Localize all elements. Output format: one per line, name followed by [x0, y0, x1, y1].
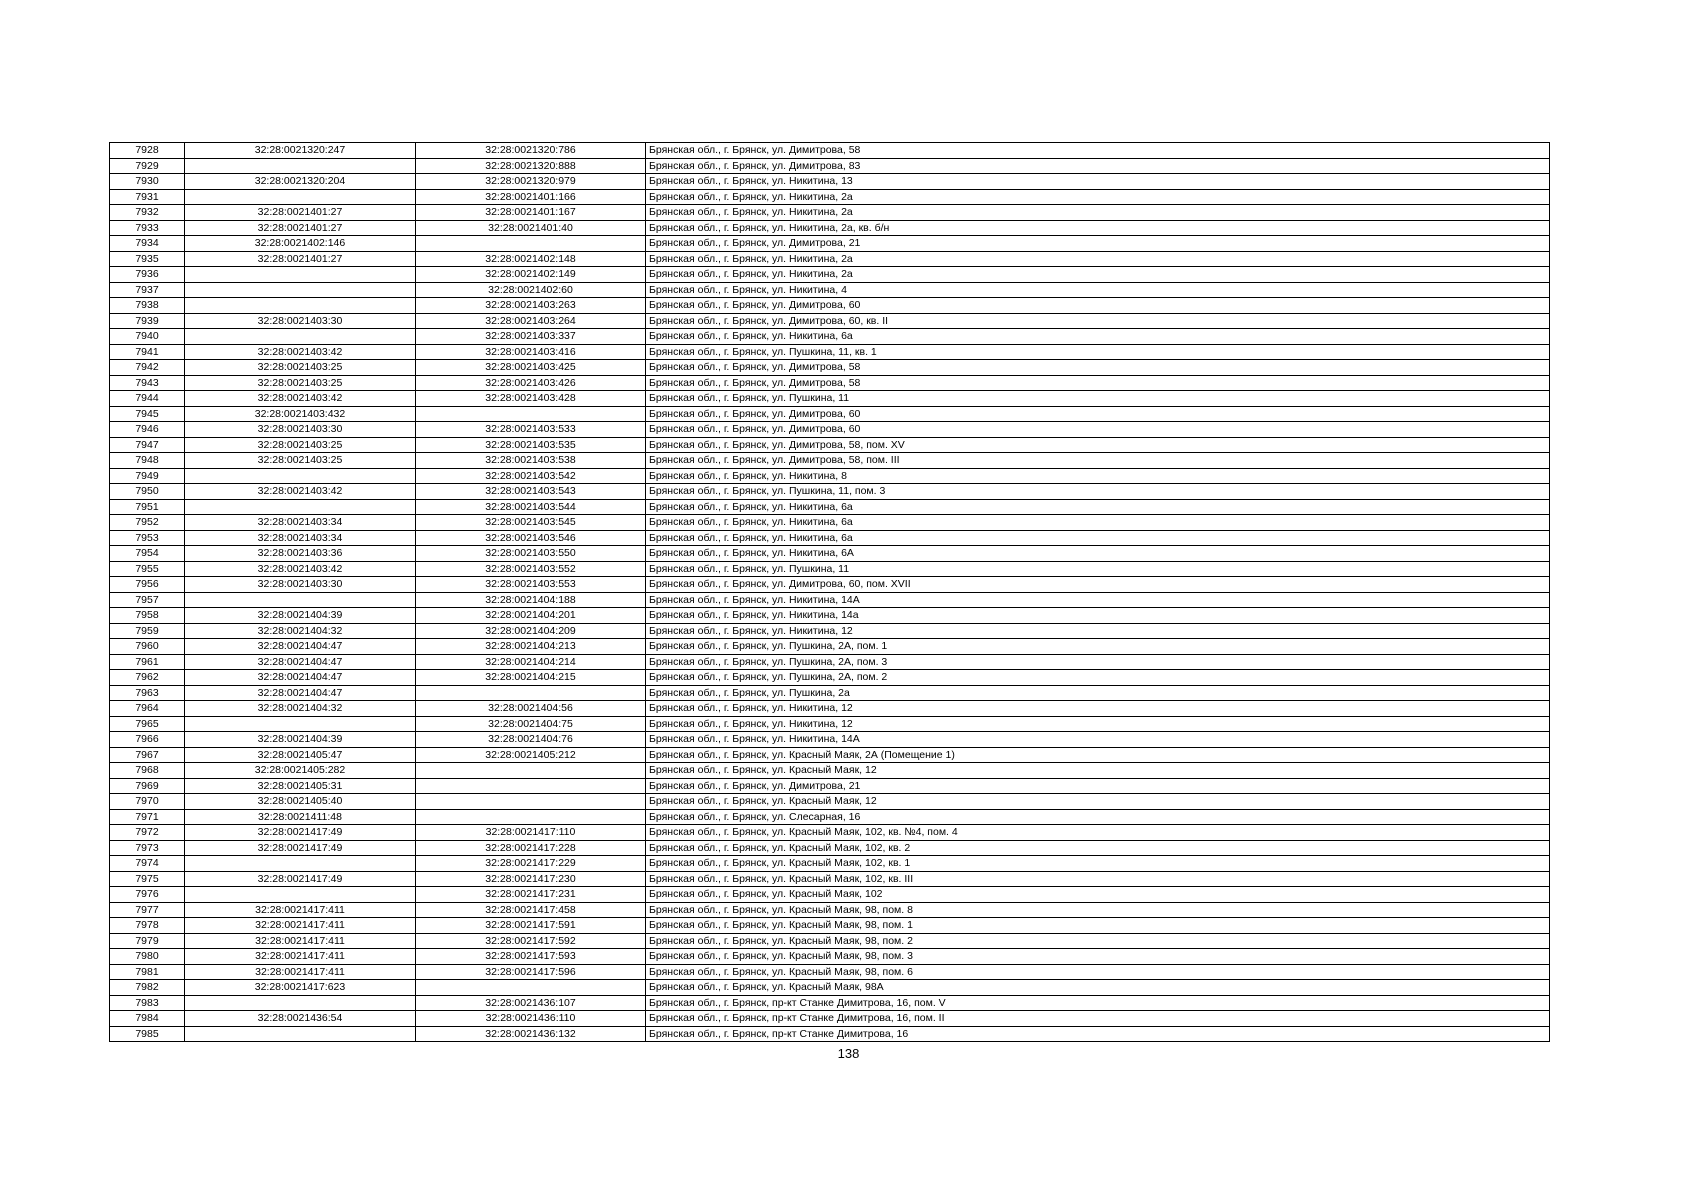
table-row — [110, 298, 1550, 314]
object-number-cell: 32:28:0021403:535 — [416, 437, 646, 453]
table-row — [110, 871, 1550, 887]
address-cell: Брянская обл., г. Брянск, ул. Димитрова, 58 — [646, 143, 1550, 159]
object-number-cell: 32:28:0021403:545 — [416, 515, 646, 531]
address-cell: Брянская обл., г. Брянск, ул. Димитрова, 60, кв. II — [646, 313, 1550, 329]
land-parcel-number-cell — [185, 499, 416, 515]
object-number-cell — [416, 809, 646, 825]
object-number-cell — [416, 406, 646, 422]
object-number-cell: 32:28:0021436:107 — [416, 995, 646, 1011]
land-parcel-number-cell: 32:28:0021404:32 — [185, 701, 416, 717]
address-cell: Брянская обл., г. Брянск, ул. Никитина, 2а, кв. б/н — [646, 220, 1550, 236]
address-cell: Брянская обл., г. Брянск, ул. Пушкина, 2А, пом. 3 — [646, 654, 1550, 670]
address-cell: Брянская обл., г. Брянск, пр-кт Станке Димитрова, 16 — [646, 1026, 1550, 1042]
address-cell: Брянская обл., г. Брянск, ул. Никитина, 12 — [646, 701, 1550, 717]
row-number-cell: 7951 — [110, 499, 185, 515]
registry-table — [109, 142, 1550, 1042]
object-number-cell: 32:28:0021436:110 — [416, 1011, 646, 1027]
land-parcel-number-cell: 32:28:0021403:25 — [185, 375, 416, 391]
address-cell: Брянская обл., г. Брянск, ул. Никитина, 6а — [646, 329, 1550, 345]
table-row — [110, 236, 1550, 252]
object-number-cell — [416, 778, 646, 794]
row-number-cell: 7952 — [110, 515, 185, 531]
address-cell: Брянская обл., г. Брянск, ул. Никитина, 2а — [646, 205, 1550, 221]
address-cell: Брянская обл., г. Брянск, пр-кт Станке Димитрова, 16, пом. II — [646, 1011, 1550, 1027]
table-row — [110, 840, 1550, 856]
row-number-cell: 7985 — [110, 1026, 185, 1042]
address-cell: Брянская обл., г. Брянск, ул. Красный Маяк, 102, кв. III — [646, 871, 1550, 887]
address-cell: Брянская обл., г. Брянск, ул. Димитрова, 21 — [646, 778, 1550, 794]
object-number-cell: 32:28:0021402:60 — [416, 282, 646, 298]
object-number-cell: 32:28:0021402:149 — [416, 267, 646, 283]
address-cell: Брянская обл., г. Брянск, ул. Димитрова, 83 — [646, 158, 1550, 174]
table-row — [110, 887, 1550, 903]
table-row — [110, 499, 1550, 515]
land-parcel-number-cell: 32:28:0021417:411 — [185, 964, 416, 980]
table-row — [110, 592, 1550, 608]
land-parcel-number-cell: 32:28:0021436:54 — [185, 1011, 416, 1027]
land-parcel-number-cell: 32:28:0021417:411 — [185, 949, 416, 965]
object-number-cell: 32:28:0021401:166 — [416, 189, 646, 205]
table-row — [110, 933, 1550, 949]
land-parcel-number-cell: 32:28:0021403:42 — [185, 344, 416, 360]
table-row — [110, 623, 1550, 639]
address-cell: Брянская обл., г. Брянск, ул. Никитина, 2а — [646, 189, 1550, 205]
object-number-cell — [416, 980, 646, 996]
object-number-cell — [416, 763, 646, 779]
address-cell: Брянская обл., г. Брянск, ул. Пушкина, 2А, пом. 1 — [646, 639, 1550, 655]
row-number-cell: 7938 — [110, 298, 185, 314]
land-parcel-number-cell: 32:28:0021403:432 — [185, 406, 416, 422]
land-parcel-number-cell: 32:28:0021403:42 — [185, 484, 416, 500]
table-row — [110, 701, 1550, 717]
table-row — [110, 189, 1550, 205]
row-number-cell: 7928 — [110, 143, 185, 159]
row-number-cell: 7943 — [110, 375, 185, 391]
table-row — [110, 406, 1550, 422]
address-cell: Брянская обл., г. Брянск, ул. Димитрова, 60 — [646, 422, 1550, 438]
land-parcel-number-cell: 32:28:0021403:30 — [185, 577, 416, 593]
address-cell: Брянская обл., г. Брянск, ул. Красный Маяк, 102 — [646, 887, 1550, 903]
address-cell: Брянская обл., г. Брянск, ул. Красный Маяк, 102, кв. 1 — [646, 856, 1550, 872]
land-parcel-number-cell: 32:28:0021411:48 — [185, 809, 416, 825]
object-number-cell: 32:28:0021417:110 — [416, 825, 646, 841]
land-parcel-number-cell: 32:28:0021405:47 — [185, 747, 416, 763]
row-number-cell: 7959 — [110, 623, 185, 639]
row-number-cell: 7962 — [110, 670, 185, 686]
land-parcel-number-cell: 32:28:0021417:411 — [185, 902, 416, 918]
table-row — [110, 375, 1550, 391]
row-number-cell: 7953 — [110, 530, 185, 546]
land-parcel-number-cell: 32:28:0021405:31 — [185, 778, 416, 794]
address-cell: Брянская обл., г. Брянск, ул. Димитрова, 21 — [646, 236, 1550, 252]
object-number-cell: 32:28:0021417:592 — [416, 933, 646, 949]
address-cell: Брянская обл., г. Брянск, ул. Пушкина, 11, пом. 3 — [646, 484, 1550, 500]
object-number-cell: 32:28:0021403:550 — [416, 546, 646, 562]
table-row — [110, 205, 1550, 221]
land-parcel-number-cell: 32:28:0021404:47 — [185, 639, 416, 655]
row-number-cell: 7932 — [110, 205, 185, 221]
object-number-cell: 32:28:0021403:337 — [416, 329, 646, 345]
object-number-cell: 32:28:0021404:214 — [416, 654, 646, 670]
address-cell: Брянская обл., г. Брянск, ул. Пушкина, 2а — [646, 685, 1550, 701]
table-row — [110, 437, 1550, 453]
table-row — [110, 778, 1550, 794]
land-parcel-number-cell: 32:28:0021320:204 — [185, 174, 416, 190]
land-parcel-number-cell: 32:28:0021404:47 — [185, 670, 416, 686]
object-number-cell: 32:28:0021402:148 — [416, 251, 646, 267]
row-number-cell: 7974 — [110, 856, 185, 872]
row-number-cell: 7950 — [110, 484, 185, 500]
table-row — [110, 561, 1550, 577]
object-number-cell: 32:28:0021404:75 — [416, 716, 646, 732]
object-number-cell: 32:28:0021403:263 — [416, 298, 646, 314]
object-number-cell — [416, 236, 646, 252]
object-number-cell: 32:28:0021436:132 — [416, 1026, 646, 1042]
object-number-cell: 32:28:0021403:425 — [416, 360, 646, 376]
land-parcel-number-cell: 32:28:0021405:282 — [185, 763, 416, 779]
land-parcel-number-cell: 32:28:0021417:411 — [185, 918, 416, 934]
row-number-cell: 7981 — [110, 964, 185, 980]
table-row — [110, 685, 1550, 701]
address-cell: Брянская обл., г. Брянск, ул. Димитрова, 60, пом. XVII — [646, 577, 1550, 593]
object-number-cell: 32:28:0021417:229 — [416, 856, 646, 872]
address-cell: Брянская обл., г. Брянск, ул. Красный Маяк, 98, пом. 3 — [646, 949, 1550, 965]
address-cell: Брянская обл., г. Брянск, ул. Никитина, 6а — [646, 499, 1550, 515]
row-number-cell: 7937 — [110, 282, 185, 298]
land-parcel-number-cell: 32:28:0021401:27 — [185, 220, 416, 236]
land-parcel-number-cell: 32:28:0021403:42 — [185, 391, 416, 407]
address-cell: Брянская обл., г. Брянск, ул. Пушкина, 11 — [646, 561, 1550, 577]
object-number-cell: 32:28:0021320:888 — [416, 158, 646, 174]
land-parcel-number-cell — [185, 856, 416, 872]
address-cell: Брянская обл., г. Брянск, ул. Димитрова, 58, пом. XV — [646, 437, 1550, 453]
object-number-cell: 32:28:0021403:416 — [416, 344, 646, 360]
object-number-cell: 32:28:0021417:593 — [416, 949, 646, 965]
row-number-cell: 7931 — [110, 189, 185, 205]
object-number-cell: 32:28:0021417:458 — [416, 902, 646, 918]
row-number-cell: 7947 — [110, 437, 185, 453]
address-cell: Брянская обл., г. Брянск, ул. Красный Маяк, 12 — [646, 763, 1550, 779]
land-parcel-number-cell: 32:28:0021417:49 — [185, 871, 416, 887]
row-number-cell: 7933 — [110, 220, 185, 236]
address-cell: Брянская обл., г. Брянск, ул. Никитина, 2а — [646, 267, 1550, 283]
object-number-cell: 32:28:0021401:40 — [416, 220, 646, 236]
object-number-cell: 32:28:0021401:167 — [416, 205, 646, 221]
table-row — [110, 577, 1550, 593]
land-parcel-number-cell — [185, 1026, 416, 1042]
table-row — [110, 1026, 1550, 1042]
object-number-cell: 32:28:0021320:979 — [416, 174, 646, 190]
object-number-cell: 32:28:0021417:230 — [416, 871, 646, 887]
table-row — [110, 360, 1550, 376]
table-row — [110, 143, 1550, 159]
land-parcel-number-cell: 32:28:0021403:25 — [185, 360, 416, 376]
row-number-cell: 7946 — [110, 422, 185, 438]
address-cell: Брянская обл., г. Брянск, ул. Никитина, 2а — [646, 251, 1550, 267]
object-number-cell: 32:28:0021403:553 — [416, 577, 646, 593]
address-cell: Брянская обл., г. Брянск, ул. Красный Маяк, 2А (Помещение 1) — [646, 747, 1550, 763]
row-number-cell: 7960 — [110, 639, 185, 655]
land-parcel-number-cell — [185, 468, 416, 484]
table-row — [110, 484, 1550, 500]
table-row — [110, 422, 1550, 438]
row-number-cell: 7973 — [110, 840, 185, 856]
land-parcel-number-cell — [185, 158, 416, 174]
address-cell: Брянская обл., г. Брянск, ул. Красный Маяк, 98, пом. 6 — [646, 964, 1550, 980]
row-number-cell: 7965 — [110, 716, 185, 732]
row-number-cell: 7978 — [110, 918, 185, 934]
object-number-cell: 32:28:0021404:188 — [416, 592, 646, 608]
row-number-cell: 7982 — [110, 980, 185, 996]
address-cell: Брянская обл., г. Брянск, ул. Пушкина, 11 — [646, 391, 1550, 407]
table-row — [110, 654, 1550, 670]
address-cell: Брянская обл., г. Брянск, ул. Никитина, 14А — [646, 592, 1550, 608]
address-cell: Брянская обл., г. Брянск, ул. Пушкина, 11, кв. 1 — [646, 344, 1550, 360]
row-number-cell: 7979 — [110, 933, 185, 949]
object-number-cell: 32:28:0021404:56 — [416, 701, 646, 717]
address-cell: Брянская обл., г. Брянск, ул. Красный Маяк, 98, пом. 1 — [646, 918, 1550, 934]
land-parcel-number-cell: 32:28:0021405:40 — [185, 794, 416, 810]
land-parcel-number-cell: 32:28:0021417:411 — [185, 933, 416, 949]
land-parcel-number-cell: 32:28:0021404:47 — [185, 685, 416, 701]
object-number-cell: 32:28:0021403:428 — [416, 391, 646, 407]
address-cell: Брянская обл., г. Брянск, ул. Димитрова, 60 — [646, 298, 1550, 314]
address-cell: Брянская обл., г. Брянск, ул. Димитрова, 58 — [646, 360, 1550, 376]
row-number-cell: 7934 — [110, 236, 185, 252]
row-number-cell: 7961 — [110, 654, 185, 670]
row-number-cell: 7935 — [110, 251, 185, 267]
table-row — [110, 670, 1550, 686]
page-number: 138 — [837, 1046, 860, 1061]
object-number-cell: 32:28:0021405:212 — [416, 747, 646, 763]
table-row — [110, 251, 1550, 267]
row-number-cell: 7941 — [110, 344, 185, 360]
row-number-cell: 7942 — [110, 360, 185, 376]
row-number-cell: 7976 — [110, 887, 185, 903]
table-row — [110, 1011, 1550, 1027]
object-number-cell: 32:28:0021403:546 — [416, 530, 646, 546]
row-number-cell: 7964 — [110, 701, 185, 717]
row-number-cell: 7966 — [110, 732, 185, 748]
table-row — [110, 329, 1550, 345]
address-cell: Брянская обл., г. Брянск, ул. Димитрова, 60 — [646, 406, 1550, 422]
object-number-cell: 32:28:0021404:213 — [416, 639, 646, 655]
address-cell: Брянская обл., г. Брянск, ул. Никитина, 4 — [646, 282, 1550, 298]
address-cell: Брянская обл., г. Брянск, ул. Красный Маяк, 102, кв. 2 — [646, 840, 1550, 856]
row-number-cell: 7945 — [110, 406, 185, 422]
table-row — [110, 995, 1550, 1011]
address-cell: Брянская обл., г. Брянск, ул. Никитина, 6а — [646, 515, 1550, 531]
address-cell: Брянская обл., г. Брянск, ул. Никитина, 14а — [646, 608, 1550, 624]
land-parcel-number-cell: 32:28:0021403:30 — [185, 422, 416, 438]
address-cell: Брянская обл., г. Брянск, ул. Красный Маяк, 98А — [646, 980, 1550, 996]
address-cell: Брянская обл., г. Брянск, ул. Слесарная, 16 — [646, 809, 1550, 825]
land-parcel-number-cell: 32:28:0021320:247 — [185, 143, 416, 159]
address-cell: Брянская обл., г. Брянск, ул. Красный Маяк, 98, пом. 2 — [646, 933, 1550, 949]
land-parcel-number-cell — [185, 329, 416, 345]
table-row — [110, 391, 1550, 407]
address-cell: Брянская обл., г. Брянск, ул. Никитина, 8 — [646, 468, 1550, 484]
table-row — [110, 716, 1550, 732]
land-parcel-number-cell — [185, 716, 416, 732]
land-parcel-number-cell: 32:28:0021401:27 — [185, 251, 416, 267]
table-row — [110, 530, 1550, 546]
land-parcel-number-cell: 32:28:0021403:30 — [185, 313, 416, 329]
row-number-cell: 7968 — [110, 763, 185, 779]
table-row — [110, 282, 1550, 298]
row-number-cell: 7944 — [110, 391, 185, 407]
object-number-cell: 32:28:0021417:228 — [416, 840, 646, 856]
address-cell: Брянская обл., г. Брянск, ул. Никитина, 12 — [646, 623, 1550, 639]
row-number-cell: 7970 — [110, 794, 185, 810]
row-number-cell: 7971 — [110, 809, 185, 825]
land-parcel-number-cell: 32:28:0021402:146 — [185, 236, 416, 252]
table-row — [110, 639, 1550, 655]
land-parcel-number-cell: 32:28:0021404:47 — [185, 654, 416, 670]
land-parcel-number-cell — [185, 887, 416, 903]
row-number-cell: 7930 — [110, 174, 185, 190]
land-parcel-number-cell: 32:28:0021404:32 — [185, 623, 416, 639]
land-parcel-number-cell: 32:28:0021401:27 — [185, 205, 416, 221]
table-row — [110, 964, 1550, 980]
table-row — [110, 313, 1550, 329]
address-cell: Брянская обл., г. Брянск, ул. Никитина, 6А — [646, 546, 1550, 562]
table-row — [110, 732, 1550, 748]
row-number-cell: 7929 — [110, 158, 185, 174]
land-parcel-number-cell — [185, 282, 416, 298]
table-row — [110, 794, 1550, 810]
land-parcel-number-cell — [185, 267, 416, 283]
row-number-cell: 7967 — [110, 747, 185, 763]
object-number-cell: 32:28:0021403:264 — [416, 313, 646, 329]
land-parcel-number-cell — [185, 298, 416, 314]
object-number-cell: 32:28:0021403:426 — [416, 375, 646, 391]
object-number-cell: 32:28:0021404:209 — [416, 623, 646, 639]
table-row — [110, 763, 1550, 779]
row-number-cell: 7977 — [110, 902, 185, 918]
address-cell: Брянская обл., г. Брянск, ул. Никитина, 6а — [646, 530, 1550, 546]
land-parcel-number-cell: 32:28:0021403:42 — [185, 561, 416, 577]
row-number-cell: 7963 — [110, 685, 185, 701]
address-cell: Брянская обл., г. Брянск, ул. Пушкина, 2А, пом. 2 — [646, 670, 1550, 686]
object-number-cell: 32:28:0021403:544 — [416, 499, 646, 515]
row-number-cell: 7940 — [110, 329, 185, 345]
object-number-cell: 32:28:0021417:231 — [416, 887, 646, 903]
object-number-cell: 32:28:0021403:552 — [416, 561, 646, 577]
address-cell: Брянская обл., г. Брянск, ул. Красный Маяк, 102, кв. №4, пом. 4 — [646, 825, 1550, 841]
object-number-cell: 32:28:0021417:591 — [416, 918, 646, 934]
land-parcel-number-cell: 32:28:0021403:25 — [185, 437, 416, 453]
object-number-cell: 32:28:0021403:543 — [416, 484, 646, 500]
row-number-cell: 7958 — [110, 608, 185, 624]
table-row — [110, 856, 1550, 872]
table-row — [110, 515, 1550, 531]
land-parcel-number-cell: 32:28:0021404:39 — [185, 608, 416, 624]
table-row — [110, 608, 1550, 624]
table-row — [110, 344, 1550, 360]
land-parcel-number-cell: 32:28:0021404:39 — [185, 732, 416, 748]
table-row — [110, 825, 1550, 841]
table-row — [110, 949, 1550, 965]
table-row — [110, 980, 1550, 996]
address-cell: Брянская обл., г. Брянск, ул. Димитрова, 58, пом. III — [646, 453, 1550, 469]
row-number-cell: 7975 — [110, 871, 185, 887]
row-number-cell: 7949 — [110, 468, 185, 484]
address-cell: Брянская обл., г. Брянск, ул. Никитина, 13 — [646, 174, 1550, 190]
land-parcel-number-cell — [185, 995, 416, 1011]
land-parcel-number-cell: 32:28:0021417:49 — [185, 825, 416, 841]
row-number-cell: 7957 — [110, 592, 185, 608]
table-row — [110, 267, 1550, 283]
land-parcel-number-cell: 32:28:0021403:25 — [185, 453, 416, 469]
address-cell: Брянская обл., г. Брянск, ул. Никитина, 12 — [646, 716, 1550, 732]
row-number-cell: 7983 — [110, 995, 185, 1011]
land-parcel-number-cell: 32:28:0021417:49 — [185, 840, 416, 856]
table-row — [110, 220, 1550, 236]
object-number-cell: 32:28:0021404:76 — [416, 732, 646, 748]
table-row — [110, 546, 1550, 562]
row-number-cell: 7954 — [110, 546, 185, 562]
object-number-cell: 32:28:0021320:786 — [416, 143, 646, 159]
object-number-cell: 32:28:0021417:596 — [416, 964, 646, 980]
address-cell: Брянская обл., г. Брянск, ул. Никитина, 14А — [646, 732, 1550, 748]
land-parcel-number-cell: 32:28:0021403:36 — [185, 546, 416, 562]
table-row — [110, 453, 1550, 469]
object-number-cell: 32:28:0021403:538 — [416, 453, 646, 469]
address-cell: Брянская обл., г. Брянск, ул. Димитрова, 58 — [646, 375, 1550, 391]
table-row — [110, 747, 1550, 763]
row-number-cell: 7939 — [110, 313, 185, 329]
registry-table-body — [110, 143, 1550, 1042]
row-number-cell: 7955 — [110, 561, 185, 577]
row-number-cell: 7956 — [110, 577, 185, 593]
table-row — [110, 158, 1550, 174]
address-cell: Брянская обл., г. Брянск, ул. Красный Маяк, 12 — [646, 794, 1550, 810]
row-number-cell: 7972 — [110, 825, 185, 841]
address-cell: Брянская обл., г. Брянск, пр-кт Станке Димитрова, 16, пом. V — [646, 995, 1550, 1011]
row-number-cell: 7936 — [110, 267, 185, 283]
land-parcel-number-cell: 32:28:0021403:34 — [185, 515, 416, 531]
object-number-cell: 32:28:0021404:215 — [416, 670, 646, 686]
row-number-cell: 7948 — [110, 453, 185, 469]
row-number-cell: 7980 — [110, 949, 185, 965]
table-row — [110, 174, 1550, 190]
row-number-cell: 7969 — [110, 778, 185, 794]
row-number-cell: 7984 — [110, 1011, 185, 1027]
table-row — [110, 918, 1550, 934]
table-row — [110, 902, 1550, 918]
object-number-cell: 32:28:0021403:542 — [416, 468, 646, 484]
land-parcel-number-cell — [185, 592, 416, 608]
land-parcel-number-cell: 32:28:0021417:623 — [185, 980, 416, 996]
object-number-cell: 32:28:0021403:533 — [416, 422, 646, 438]
object-number-cell — [416, 794, 646, 810]
object-number-cell: 32:28:0021404:201 — [416, 608, 646, 624]
table-row — [110, 809, 1550, 825]
land-parcel-number-cell: 32:28:0021403:34 — [185, 530, 416, 546]
object-number-cell — [416, 685, 646, 701]
table-row — [110, 468, 1550, 484]
land-parcel-number-cell — [185, 189, 416, 205]
address-cell: Брянская обл., г. Брянск, ул. Красный Маяк, 98, пом. 8 — [646, 902, 1550, 918]
